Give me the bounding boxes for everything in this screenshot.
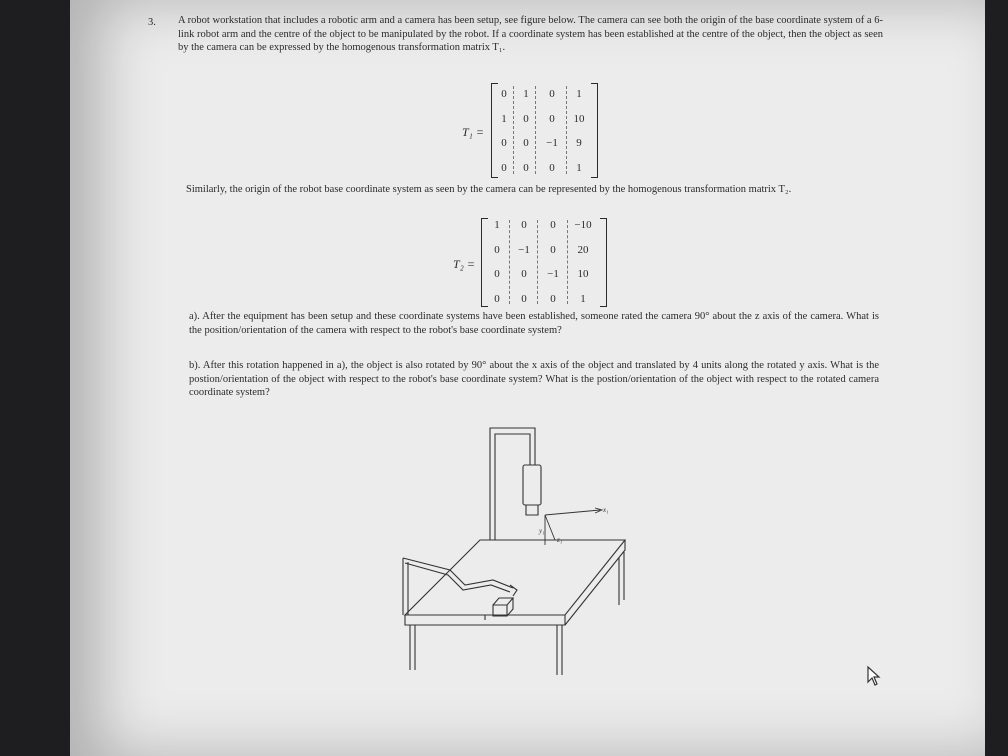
matrix-cell: −1 — [518, 243, 530, 256]
matrix-t1 — [493, 82, 591, 180]
matrix-cell: 0 — [521, 292, 527, 305]
matrix-t1-right-bracket — [591, 83, 598, 178]
table-leg — [619, 552, 624, 605]
table-leg — [410, 625, 415, 670]
matrix-t1-label: T₁ = — [462, 125, 484, 139]
matrix-cell: −10 — [574, 219, 592, 231]
mouse-pointer-icon — [866, 665, 882, 687]
matrix-t2-label: T₂ = — [453, 257, 475, 271]
part-b-paragraph: b). After this rotation happened in a), the object is also rotated by 90° about the x axis of the object and translated by 4 units along the rotated y axis. What is the postion/orientation of the object with respect to the robot's base coordinate system? What is the postion/orientation of the object with respect to the rotated camera coordinate system? — [189, 360, 879, 399]
matrix-cell: 1 — [576, 161, 582, 174]
matrix-cell: 9 — [576, 137, 582, 149]
table-leg — [557, 625, 562, 675]
object-cube — [493, 598, 513, 616]
matrix-cell: 0 — [501, 88, 507, 100]
matrix-cell: 0 — [523, 112, 529, 125]
question-number: 3. — [148, 17, 156, 28]
matrix-cell: 0 — [549, 161, 555, 174]
matrix-t2-divider — [537, 220, 538, 304]
matrix-cell: 0 — [521, 268, 527, 280]
matrix-cell: 0 — [523, 161, 529, 174]
part-a-paragraph: a). After the equipment has been setup and these coordinate systems have been established, someone rated the camera 90° about the z axis of the camera. What is the position/orientation of the camera with respect to the robot's base coordinate system? — [189, 311, 879, 336]
table-top — [405, 540, 625, 615]
matrix-cell: 0 — [494, 268, 500, 280]
matrix-cell: 0 — [494, 243, 500, 256]
matrix-cell: −1 — [547, 268, 559, 280]
similarly-paragraph: Similarly, the origin of the robot base coordinate system as seen by the camera can be represented by the homogenous transformation matrix T₂. — [186, 184, 792, 195]
matrix-t1-divider — [566, 86, 567, 174]
matrix-cell: 0 — [494, 292, 500, 305]
axis-label-y: y₁ — [539, 527, 545, 535]
matrix-t1-divider — [513, 86, 514, 174]
matrix-cell: 10 — [577, 268, 589, 280]
camera-stand — [490, 428, 535, 540]
matrix-t2-divider — [567, 220, 568, 304]
matrix-cell: 0 — [549, 88, 555, 100]
camera-body — [523, 465, 541, 505]
matrix-cell: 0 — [550, 243, 556, 256]
matrix-t2 — [484, 213, 598, 311]
matrix-cell: 0 — [501, 137, 507, 149]
matrix-cell: 0 — [550, 292, 556, 305]
matrix-cell: 0 — [549, 112, 555, 125]
matrix-cell: 1 — [576, 88, 582, 100]
matrix-cell: 1 — [523, 88, 529, 100]
matrix-cell: 1 — [494, 219, 500, 231]
axis-label-x: x₁ — [603, 506, 609, 514]
workstation-figure — [395, 420, 645, 680]
matrix-cell: 1 — [580, 292, 586, 305]
matrix-cell: 0 — [521, 219, 527, 231]
matrix-t2-divider — [509, 220, 510, 304]
matrix-t1-divider — [535, 86, 536, 174]
matrix-cell: 1 — [501, 112, 507, 125]
matrix-cell: 20 — [577, 243, 589, 256]
axis-label-z: z₁ — [557, 536, 563, 544]
matrix-cell: 0 — [523, 137, 529, 149]
matrix-cell: 0 — [501, 161, 507, 174]
matrix-cell: 0 — [550, 219, 556, 231]
matrix-t2-right-bracket — [600, 218, 607, 307]
matrix-cell: −1 — [546, 137, 558, 149]
intro-paragraph: A robot workstation that includes a robotic arm and a camera has been setup, see figure below. The camera can see both the origin of the base coordinate system of a 6-link robot arm and the centre of the object to be manipulated by the robot. If a coordinate system has been established at the centre of the object, then the object as seen by the camera can be expressed by the homogenous transformation matrix T₁. — [178, 15, 883, 54]
matrix-cell: 10 — [573, 112, 585, 125]
